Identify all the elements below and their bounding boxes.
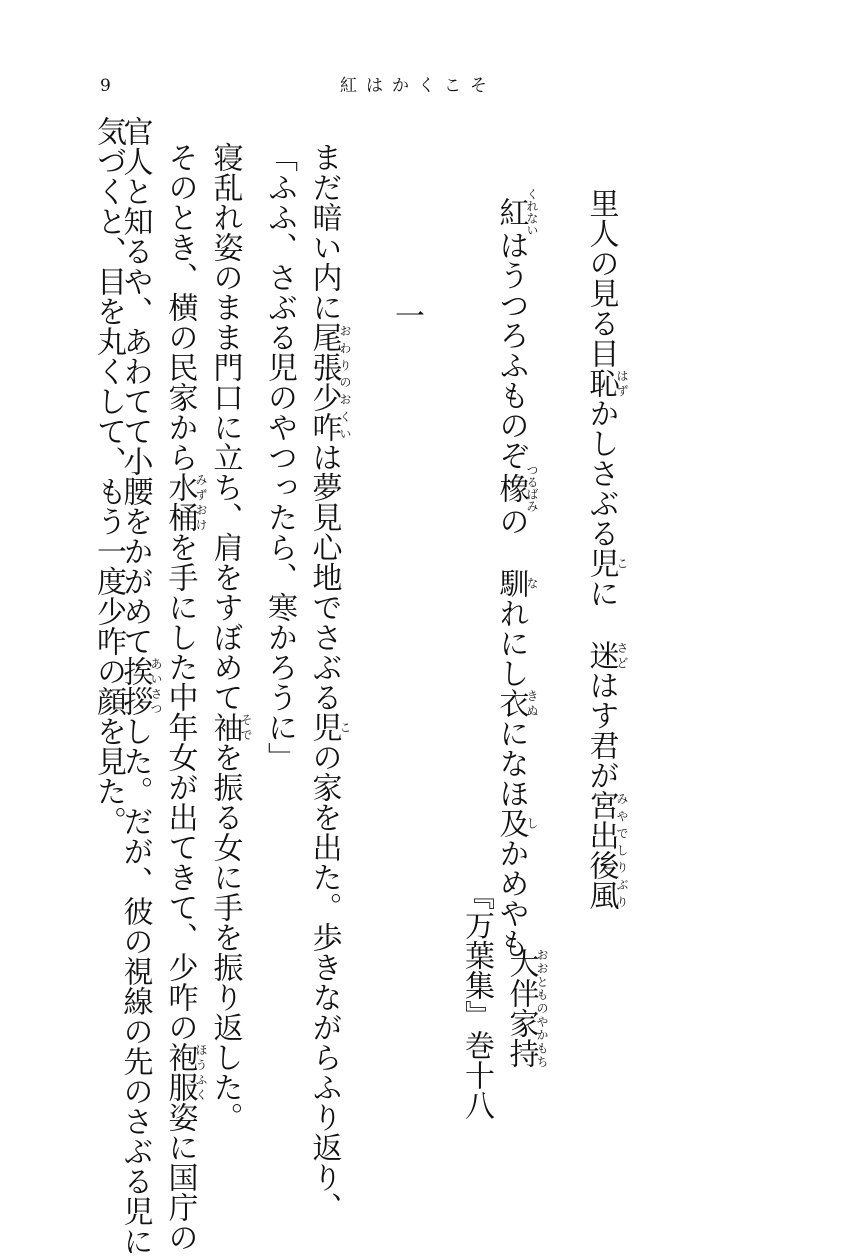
body-column-5: 官人と知るや、あわてて小腰をかがめて挨拶あいさつした。だが、彼の視線の先のさぶる児に bbox=[117, 116, 163, 1256]
poem-source: 『万葉集』巻十八 bbox=[459, 880, 494, 1120]
poem-author: 大伴家持おおとものやかもち bbox=[503, 948, 549, 1068]
body-column-2: 「ふふ、さぶる児のやつったら、寒かろうに」 bbox=[262, 142, 297, 772]
poem-line-1: 里人の見る目恥はずかしさぶる児こに迷さどはす君が宮出後風みやでしりぶり bbox=[583, 188, 629, 910]
page-number: 9 bbox=[100, 76, 111, 96]
chapter-number: 一 bbox=[389, 300, 424, 330]
poem-line-2: 紅くれないはうつろふものぞ橡つるばみの馴なれにし衣きぬになほ及しかめやも bbox=[493, 188, 539, 958]
running-title: 紅はかくこそ bbox=[340, 76, 496, 96]
body-column-4: そのとき、横の民家から水桶みずおけを手にした中年女が出てきて、少咋の袍服ほうふく姿に国庁の bbox=[162, 142, 208, 1252]
body-column-1: まだ暗い内に尾張少咋おわりのおくいは夢見心地でさぶる児この家を出た。歩きながらふり返り、 bbox=[306, 142, 352, 1222]
body-column-6: 気づくと、目を丸くして、もう一度少咋の顔を見た。 bbox=[91, 116, 126, 836]
body-column-3: 寝乱れ姿のまま門口に立ち、肩をすぼめて袖そでを振る女に手を振り返した。 bbox=[207, 142, 253, 1132]
